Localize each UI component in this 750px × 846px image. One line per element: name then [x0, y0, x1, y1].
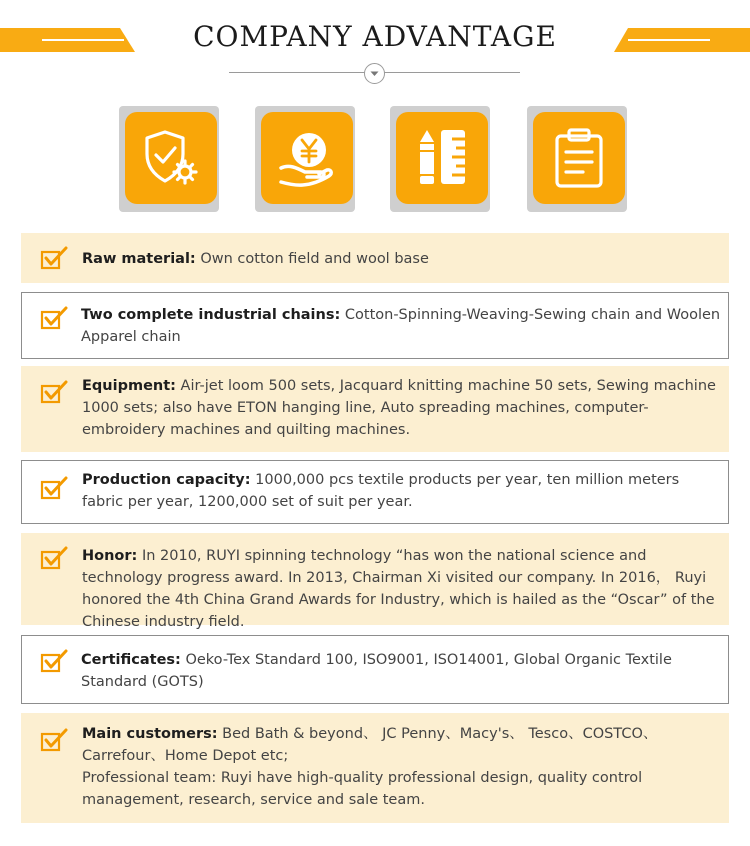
row-body: Bed Bath & beyond、 JC Penny、Macy's、 Tesco、COSTCO、Carrefour、Home Depot etc; — [82, 726, 658, 764]
advantage-row-equipment — [21, 366, 729, 452]
row-body: Cotton-Spinning-Weaving-Sewing chain and Woolen Apparel chain — [81, 307, 721, 345]
advantage-row-honor — [21, 533, 729, 630]
row-label: Honor: — [82, 548, 138, 564]
row-text — [82, 545, 725, 633]
row-body: 1000,000 pcs textile products per year, ten million meters fabric per year, 1200,000 set of suit per year. — [82, 472, 680, 510]
advantage-row-production-capacity — [21, 460, 729, 524]
checkbox-icon — [40, 246, 68, 270]
row-label: Equipment: — [82, 378, 176, 394]
pencil-ruler-icon — [393, 106, 489, 210]
row-label: Raw material: — [82, 251, 196, 267]
advantage-row-main-customers — [21, 713, 729, 823]
row-body: Air-jet loom 500 sets, Jacquard knitting machine 50 sets, Sewing machine 1000 sets; also have ETON hanging line, Auto spreading machines, computer-embroidery machines and quilting machines. — [82, 378, 716, 438]
row-label: Main customers: — [82, 726, 218, 742]
page-title: COMPANY ADVANTAGE — [193, 20, 557, 53]
checkbox-icon — [40, 546, 68, 570]
checkbox-icon — [40, 728, 68, 752]
row-text — [82, 469, 724, 513]
checkbox-icon — [40, 476, 68, 500]
checkbox-icon — [40, 306, 68, 330]
yuan-hand-icon — [258, 106, 354, 210]
advantage-row-certificates — [21, 635, 729, 704]
advantage-row-industrial-chains — [21, 292, 729, 359]
row-text — [81, 304, 724, 348]
row-text — [82, 248, 725, 270]
row-text — [82, 723, 729, 811]
shield-gear-icon — [122, 106, 218, 210]
row-label: Two complete industrial chains: — [81, 307, 341, 323]
row-body: Own cotton field and wool base — [195, 251, 429, 267]
row-body: Oeko-Tex Standard 100, ISO9001, ISO14001, Global Organic Textile Standard (GOTS) — [81, 652, 672, 690]
row-label: Certificates: — [81, 652, 181, 668]
chevron-down-icon — [364, 63, 385, 84]
row-label: Production capacity: — [82, 472, 251, 488]
row-text — [81, 649, 724, 693]
advantage-row-raw-material — [21, 233, 729, 283]
row-body: In 2010, RUYI spinning technology “has won the national science and technology progress award. In 2013, Chairman Xi visited our company. In 2016， Ruyi honored the 4th China Grand Awards for Industry, which is hailed as the “Oscar” of the Chinese industry field. — [82, 548, 715, 630]
clipboard-icon — [530, 106, 626, 210]
checkbox-icon — [40, 380, 68, 404]
professional-team-text: Professional team: Ruyi have high-quality professional design, quality control management, research, service and sale team. — [82, 770, 643, 808]
checkbox-icon — [40, 649, 68, 673]
row-text — [82, 375, 725, 441]
